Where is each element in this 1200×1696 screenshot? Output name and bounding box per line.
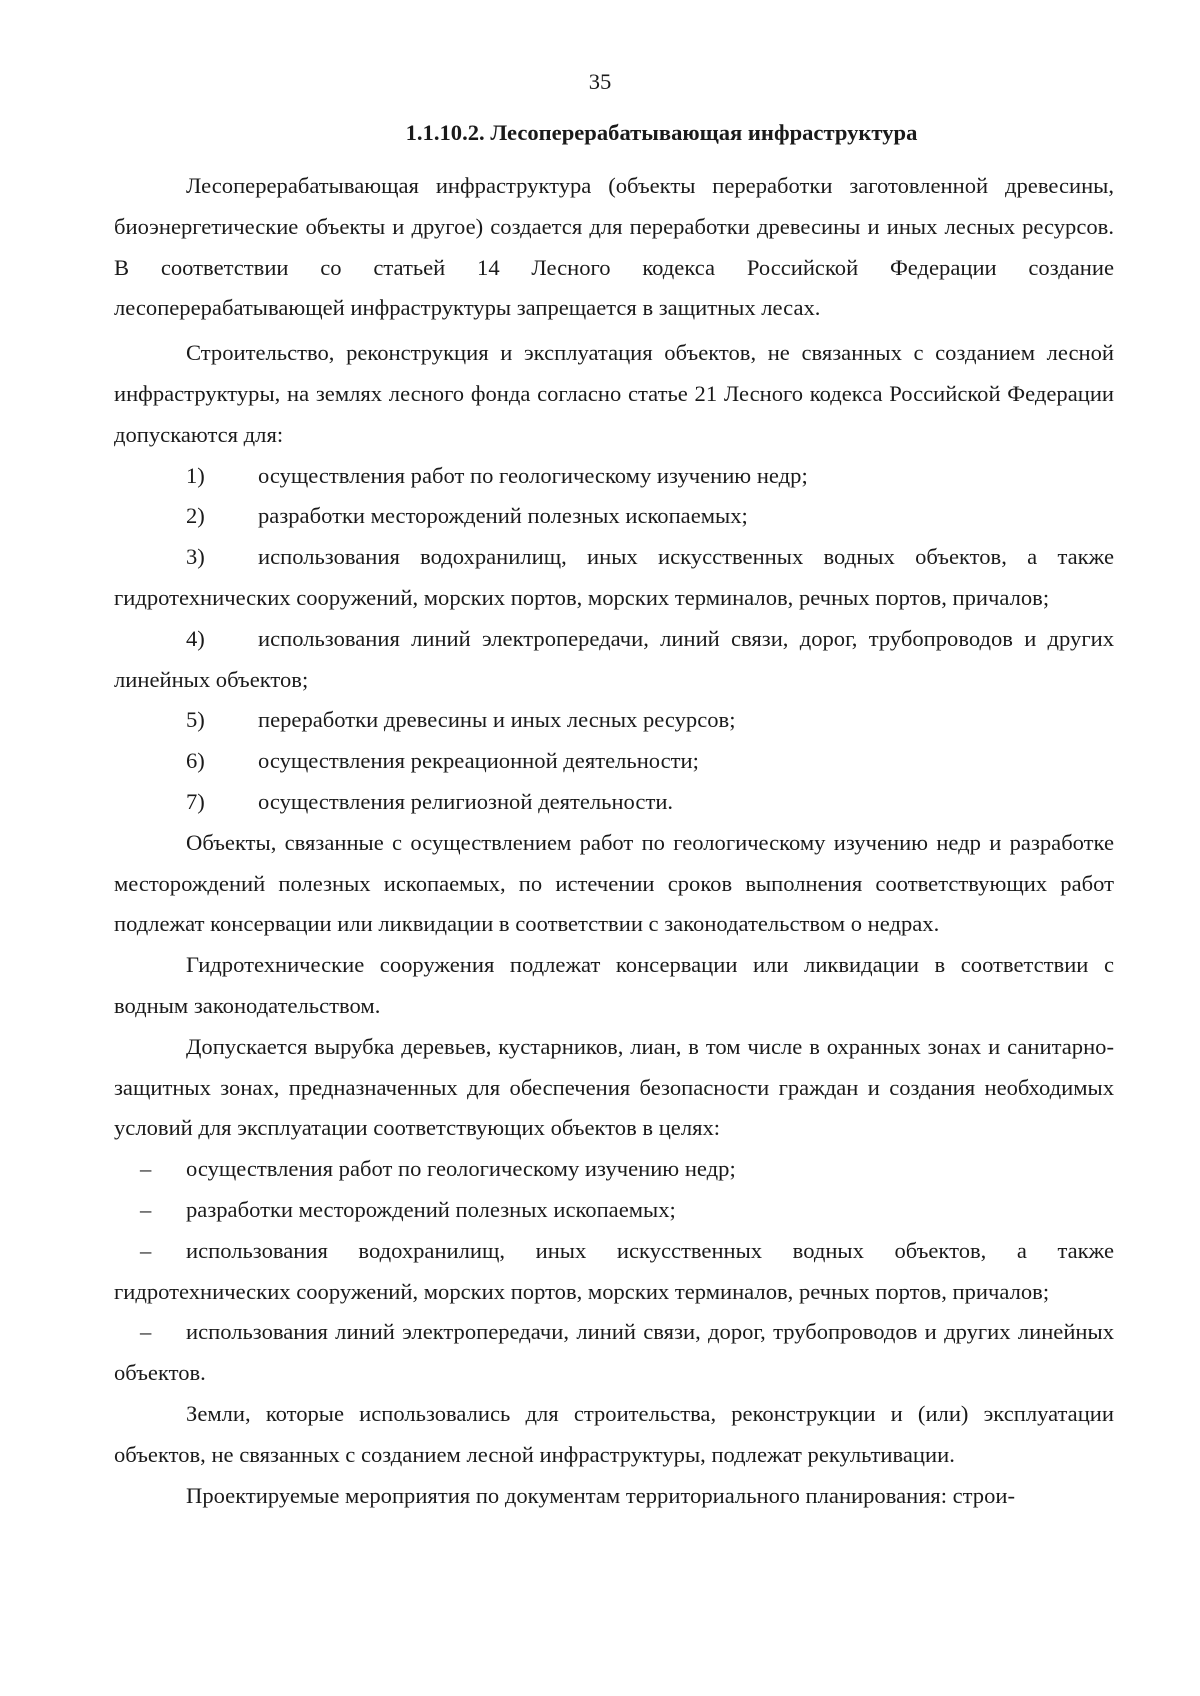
list-item	[114, 456, 1114, 497]
list-item-text: использования водохранилищ, иных искусственных водных объектов, а также гидротехнических сооружений, морских портов, морских терминалов, речных портов, причалов;	[114, 544, 1114, 610]
list-item-text: разработки месторождений полезных ископаемых;	[258, 503, 748, 529]
list-item-text: переработки древесины и иных лесных ресурсов;	[258, 707, 736, 733]
list-item	[114, 782, 1114, 823]
page-content	[114, 116, 1114, 1516]
dash-list	[114, 1149, 1114, 1394]
list-item-text: осуществления работ по геологическому изучению недр;	[258, 462, 808, 488]
dash-marker: –	[140, 1237, 152, 1263]
list-item-number: 7)	[186, 788, 205, 814]
paragraph-planning-measures: Проектируемые мероприятия по документам территориального планирования: строи-	[186, 1482, 1016, 1508]
dash-list-item	[114, 1312, 1114, 1394]
list-item-number: 2)	[186, 503, 205, 529]
paragraph-recultivation: Земли, которые использовались для строительства, реконструкции и (или) эксплуатации объектов, не связанных с созданием лесной инфраструктуры, подлежат рекультивации.	[114, 1400, 1114, 1467]
list-item	[114, 496, 1114, 537]
list-item	[114, 741, 1114, 782]
page-number: 35	[588, 69, 612, 94]
dash-marker: –	[140, 1319, 152, 1345]
dash-list-item-text: осуществления работ по геологическому изучению недр;	[186, 1156, 736, 1182]
list-item	[114, 700, 1114, 741]
dash-list-item-text: использования водохранилищ, иных искусственных водных объектов, а также гидротехнических сооружений, морских портов, морских терминалов, речных портов, причалов;	[114, 1237, 1114, 1304]
paragraph-construction-allowed: Строительство, реконструкция и эксплуатация объектов, не связанных с созданием лесной инфраструктуры, на землях лесного фонда согласно статье 21 Лесного кодекса Российской Федерации допускаются для:	[114, 340, 1114, 447]
paragraph-geology-objects: Объекты, связанные с осуществлением работ по геологическому изучению недр и разработке месторождений полезных ископаемых, по истечении сроков выполнения соответствующих работ подлежат консервации или ликвидации в соответствии с законодательством о недрах.	[114, 829, 1114, 937]
section-heading: 1.1.10.2. Лесоперерабатывающая инфраструктура	[405, 120, 918, 145]
list-item	[114, 537, 1114, 619]
list-item-number: 3)	[186, 544, 205, 570]
list-item-text: использования линий электропередачи, линий связи, дорог, трубопроводов и других линейных объектов;	[114, 625, 1114, 692]
list-item	[114, 619, 1114, 701]
list-item-number: 4)	[186, 625, 205, 651]
list-item-number: 5)	[186, 707, 205, 733]
dash-marker: –	[140, 1156, 152, 1182]
dash-list-item	[114, 1231, 1114, 1313]
list-item-text: осуществления религиозной деятельности.	[258, 788, 674, 814]
list-item-number: 1)	[186, 462, 205, 488]
dash-list-item-text: разработки месторождений полезных ископаемых;	[186, 1196, 676, 1222]
numbered-list	[114, 456, 1114, 823]
list-item-number: 6)	[186, 748, 205, 774]
paragraph-hydro-structures: Гидротехнические сооружения подлежат консервации или ликвидации в соответствии с водным законодательством.	[114, 952, 1114, 1018]
dash-list-item-text: использования линий электропередачи, линий связи, дорог, трубопроводов и других линейных объектов.	[114, 1319, 1114, 1386]
dash-list-item	[114, 1190, 1114, 1231]
list-item-text: осуществления рекреационной деятельности;	[258, 748, 699, 774]
paragraph-intro: Лесоперерабатывающая инфраструктура (объекты переработки заготовленной древесины, биоэнергетические объекты и другое) создается для переработки древесины и иных лесных ресурсов. В соответствии со статьей 14 Лесного кодекса Российской Федерации создание лесоперерабатывающей инфраструктуры запрещается в защитных лесах.	[114, 173, 1114, 321]
paragraph-tree-felling: Допускается вырубка деревьев, кустарников, лиан, в том числе в охранных зонах и санитарно-защитных зонах, предназначенных для обеспечения безопасности граждан и создания необходимых условий для эксплуатации соответствующих объектов в целях:	[114, 1033, 1114, 1141]
dash-marker: –	[140, 1196, 152, 1222]
dash-list-item	[114, 1149, 1114, 1190]
